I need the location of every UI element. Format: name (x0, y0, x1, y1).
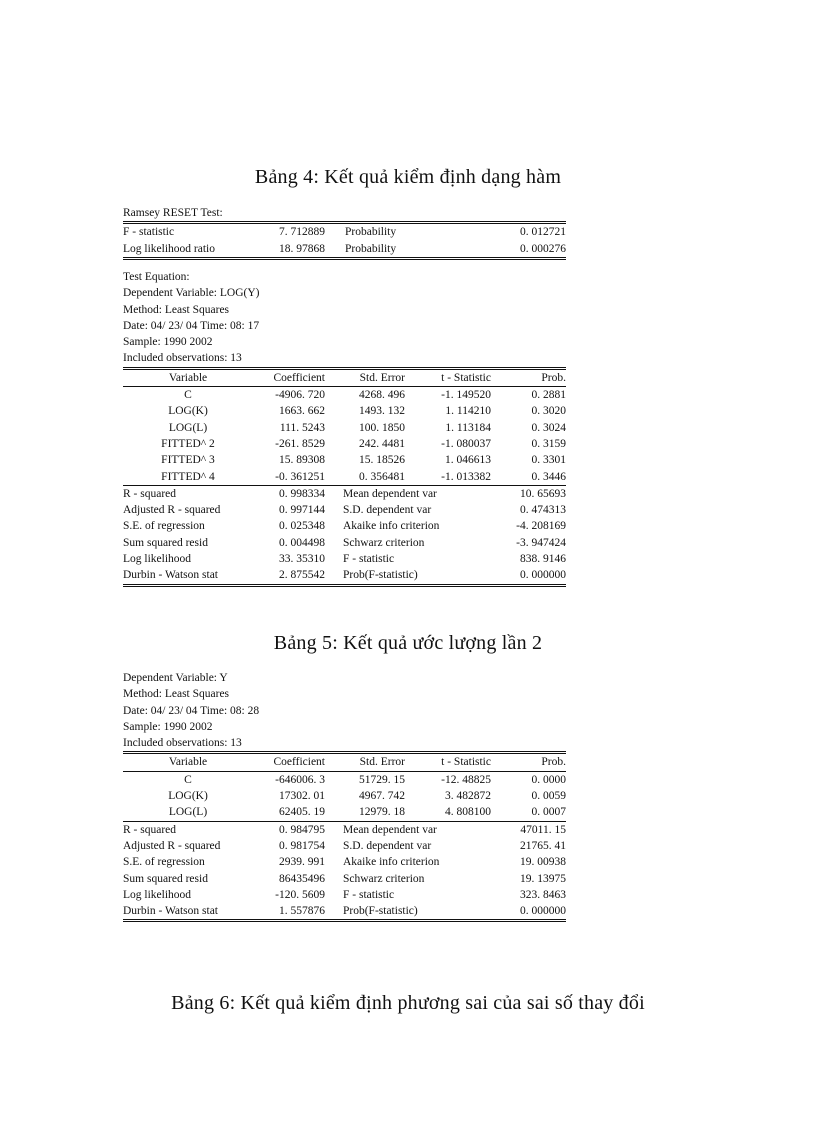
stats-cell: F - statistic (343, 888, 395, 901)
coef-cell: 0. 3446 (531, 470, 566, 483)
col-header: Variable (123, 753, 253, 771)
stats-row (123, 551, 566, 567)
stats-cell: -4. 208169 (516, 520, 566, 533)
stats-cell: Log likelihood (123, 888, 192, 901)
eq2-block (123, 670, 566, 922)
stats-cell: 0. 474313 (520, 504, 566, 517)
stats-cell: -3. 947424 (516, 536, 566, 549)
col-header: Coefficient (253, 368, 325, 386)
col-header: Coefficient (253, 753, 325, 771)
stats-cell: Mean dependent var (325, 485, 491, 502)
eq1-info-line: Test Equation: (123, 271, 190, 283)
eq1-header-row (123, 368, 566, 386)
stats-cell: 1. 557876 (253, 903, 325, 921)
coef-row (123, 469, 566, 486)
coef-cell: 1. 046613 (445, 454, 491, 467)
table4-caption: Bảng 4: Kết quả kiểm định dạng hàm (254, 166, 562, 188)
coef-cell: 3. 482872 (445, 790, 491, 803)
reset-prob-label: Probability (345, 241, 495, 259)
coef-cell: -4906. 720 (275, 389, 325, 402)
col-header: Std. Error (325, 753, 405, 771)
variable-name: LOG(L) (168, 421, 208, 434)
eq2-info-line: Date: 04/ 23/ 04 Time: 08: 28 (123, 704, 260, 717)
col-header: Prob. (491, 753, 566, 771)
eq1-info-line: Included observations: 13 (123, 352, 242, 365)
stats-cell: 0. 004498 (279, 536, 325, 549)
coef-cell: -12. 48825 (441, 773, 491, 786)
coef-cell: 51729. 15 (359, 773, 405, 786)
coef-cell: -0. 361251 (275, 470, 325, 483)
stats-cell: Schwarz criterion (343, 872, 425, 885)
coef-cell: 17302. 01 (279, 790, 325, 803)
eq1-info-line: Method: Least Squares (123, 303, 230, 316)
stats-cell: S.E. of regression (123, 856, 205, 869)
coef-cell: 100. 1850 (359, 421, 405, 434)
coef-cell: 4268. 496 (359, 389, 405, 402)
variable-name: LOG(L) (168, 806, 208, 819)
stats-cell: -120. 5609 (275, 888, 325, 901)
coef-row (123, 420, 566, 436)
coef-cell: 12979. 18 (359, 806, 405, 819)
stats-row (123, 887, 566, 903)
coef-cell: 1. 114210 (445, 405, 491, 418)
reset-prob-label: Probability (345, 226, 397, 239)
stats-row (123, 838, 566, 854)
stats-cell: 19. 00938 (520, 856, 566, 869)
stats-cell: Prob(F-statistic) (325, 567, 491, 585)
stats-cell: 2. 875542 (253, 567, 325, 585)
coef-cell: -1. 149520 (441, 389, 491, 402)
coef-cell: 0. 3301 (531, 454, 566, 467)
stats-cell: Sum squared resid (123, 872, 208, 885)
variable-name: FITTED^ 4 (161, 470, 215, 483)
reset-prob-value: 0. 012721 (520, 226, 566, 239)
eq2-info-line: Included observations: 13 (123, 737, 242, 750)
col-header: t - Statistic (405, 753, 491, 771)
coef-cell: 0. 0000 (531, 773, 566, 786)
stats-cell: 47011. 15 (491, 821, 566, 838)
eq1-table (123, 367, 566, 587)
stats-cell: Prob(F-statistic) (325, 903, 491, 921)
stats-cell: R - squared (123, 821, 253, 838)
eq1-info-line: Sample: 1990 2002 (123, 336, 213, 349)
stats-cell: 33. 35310 (279, 553, 325, 566)
reset-row (123, 224, 566, 240)
eq1-info-line: Date: 04/ 23/ 04 Time: 08: 17 (123, 319, 260, 332)
coef-cell: 0. 3020 (531, 405, 566, 418)
coef-cell: -261. 8529 (275, 437, 325, 450)
table5-caption: Bảng 5: Kết quả ước lượng lần 2 (273, 632, 543, 654)
stats-row (123, 903, 566, 921)
stats-cell: Adjusted R - squared (123, 839, 221, 852)
coef-cell: 111. 5243 (279, 421, 325, 434)
coef-cell: -1. 013382 (441, 470, 491, 483)
coef-cell: 1. 113184 (445, 421, 491, 434)
stats-cell: 0. 998334 (253, 485, 325, 502)
coef-cell: 0. 356481 (359, 470, 405, 483)
stats-cell: Adjusted R - squared (123, 504, 221, 517)
stats-cell: 86435496 (279, 872, 325, 885)
coef-cell: 15. 18526 (359, 454, 405, 467)
stats-cell: 838. 9146 (520, 553, 566, 566)
eq2-info-line: Sample: 1990 2002 (123, 720, 213, 733)
stats-row (123, 854, 566, 870)
stats-cell: 19. 13975 (520, 872, 566, 885)
variable-name: FITTED^ 2 (161, 437, 215, 450)
eq2-header-row (123, 753, 566, 771)
stats-cell: 0. 025348 (279, 520, 325, 533)
col-header: t - Statistic (405, 368, 491, 386)
stats-cell: 0. 981754 (279, 839, 325, 852)
eq2-info-line: Method: Least Squares (123, 688, 230, 701)
stats-cell: 0. 997144 (279, 504, 325, 517)
variable-name: C (184, 773, 192, 786)
stats-cell: 21765. 41 (520, 839, 566, 852)
coef-cell: 1663. 662 (279, 405, 325, 418)
coef-cell: -646006. 3 (275, 773, 325, 786)
eq2-table (123, 751, 566, 922)
stats-cell: S.E. of regression (123, 520, 205, 533)
coef-cell: 0. 2881 (531, 389, 566, 402)
variable-name: FITTED^ 3 (161, 454, 215, 467)
stats-cell: 2939. 991 (279, 856, 325, 869)
reset-row (123, 241, 566, 259)
stats-row (123, 485, 566, 502)
coef-row (123, 788, 566, 804)
stats-cell: S.D. dependent var (343, 839, 432, 852)
stats-cell: Durbin - Watson stat (123, 567, 253, 585)
col-header: Std. Error (325, 368, 405, 386)
stats-cell: Durbin - Watson stat (123, 903, 253, 921)
reset-value: 7. 712889 (279, 226, 325, 239)
stats-row (123, 518, 566, 534)
coef-row (123, 771, 566, 788)
coef-cell: 0. 3159 (531, 437, 566, 450)
eq1-block (123, 269, 566, 587)
coef-row (123, 387, 566, 404)
coef-row (123, 452, 566, 468)
reset-value: 18. 97868 (273, 241, 325, 259)
col-header: Variable (123, 368, 253, 386)
reset-test-block (123, 205, 566, 260)
stats-cell: R - squared (123, 485, 253, 502)
reset-label: F - statistic (123, 226, 175, 239)
reset-table (123, 221, 566, 260)
stats-cell: Mean dependent var (325, 821, 491, 838)
reset-title: Ramsey RESET Test: (123, 207, 223, 219)
stats-row (123, 535, 566, 551)
coef-row (123, 804, 566, 821)
col-header: Prob. (491, 368, 566, 386)
stats-row (123, 567, 566, 585)
reset-prob-value: 0. 000276 (495, 241, 566, 259)
stats-cell: Akaike info criterion (343, 856, 440, 869)
stats-cell: 323. 8463 (520, 888, 566, 901)
eq2-info-line: Dependent Variable: Y (123, 672, 228, 684)
coef-row (123, 403, 566, 419)
stats-cell: 0. 984795 (253, 821, 325, 838)
coef-cell: 4967. 742 (359, 790, 405, 803)
stats-cell: 0. 000000 (491, 903, 566, 921)
stats-cell: Log likelihood (123, 553, 192, 566)
stats-cell: Akaike info criterion (343, 520, 440, 533)
stats-cell: S.D. dependent var (343, 504, 432, 517)
variable-name: C (184, 389, 192, 402)
stats-row (123, 502, 566, 518)
eq1-info-line: Dependent Variable: LOG(Y) (123, 287, 260, 300)
coef-cell: -1. 080037 (441, 437, 491, 450)
coef-cell: 0. 0059 (531, 790, 566, 803)
coef-cell: 62405. 19 (279, 806, 325, 819)
coef-cell: 15. 89308 (279, 454, 325, 467)
stats-row (123, 821, 566, 838)
stats-cell: 10. 65693 (491, 485, 566, 502)
coef-cell: 0. 3024 (531, 421, 566, 434)
stats-cell: F - statistic (343, 553, 395, 566)
variable-name: LOG(K) (168, 405, 208, 418)
reset-label: Log likelihood ratio (123, 241, 273, 259)
stats-cell: 0. 000000 (491, 567, 566, 585)
coef-row (123, 436, 566, 452)
stats-cell: Schwarz criterion (343, 536, 425, 549)
stats-cell: Sum squared resid (123, 536, 208, 549)
coef-cell: 242. 4481 (359, 437, 405, 450)
coef-cell: 4. 808100 (445, 806, 491, 819)
coef-cell: 0. 0007 (531, 806, 566, 819)
table6-caption: Bảng 6: Kết quả kiểm định phương sai của sai số thay đổi (171, 992, 645, 1014)
coef-cell: 1493. 132 (359, 405, 405, 418)
variable-name: LOG(K) (168, 790, 208, 803)
stats-row (123, 871, 566, 887)
